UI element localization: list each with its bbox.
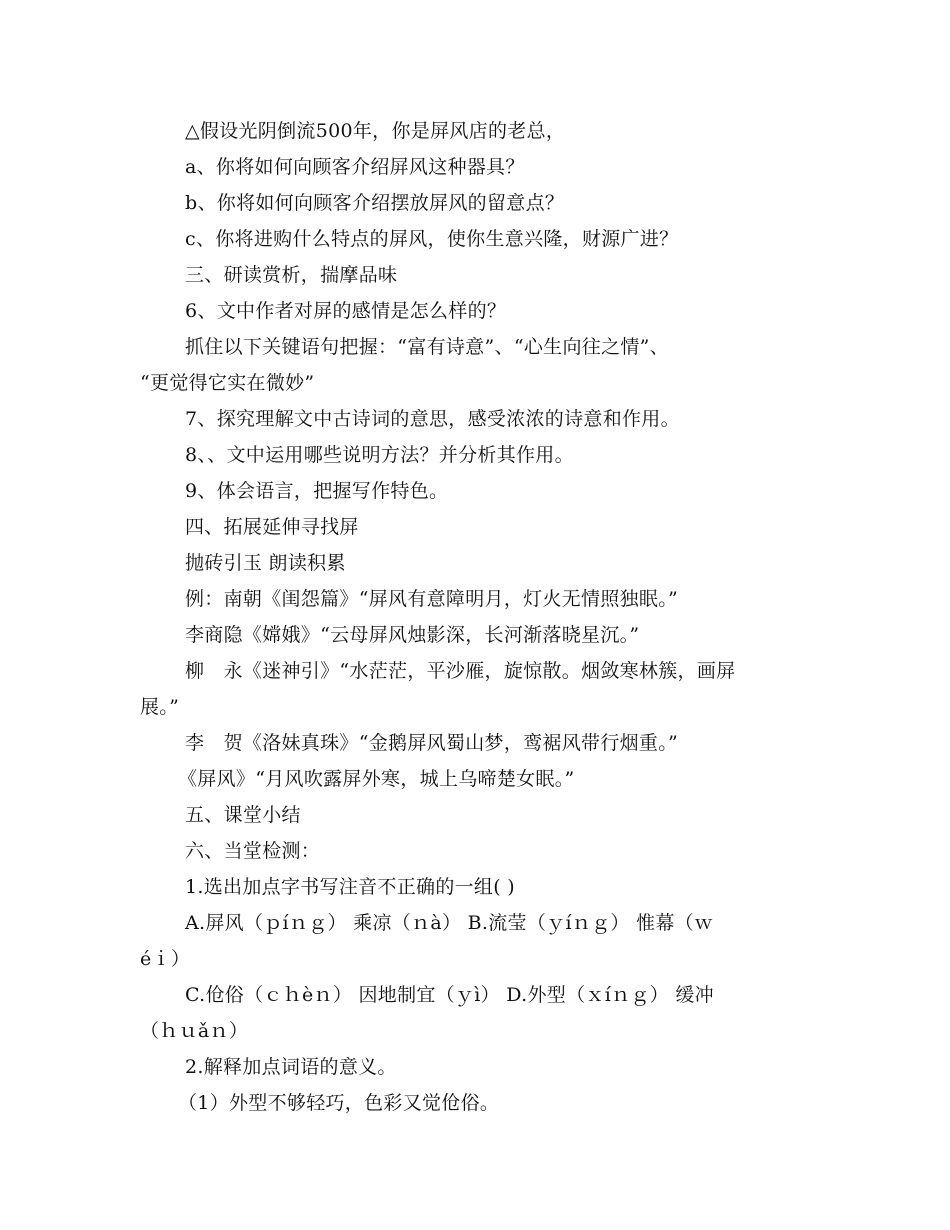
question-option-line: A.屏风（ｐíｎｇ） 乘凉（ｎà） B.流莹（ｙíｎｇ） 惟幕（ｗ xyxy=(185,912,714,934)
question-option-line: éｉ） xyxy=(140,948,191,970)
text-line: △假设光阴倒流500年，你是屏风店的老总， xyxy=(185,120,566,142)
question-line: 2.解释加点词语的意义。 xyxy=(185,1056,397,1078)
poem-line: 展。” xyxy=(140,696,180,718)
poem-line: 李商隐《嫦娥》“云母屏风烛影深，长河渐落晓星沉。” xyxy=(185,624,640,646)
text-line: 抓住以下关键语句把握：“富有诗意”、“心生向往之情”、 xyxy=(185,336,669,358)
question-line: （1）外型不够轻巧，色彩又觉伧俗。 xyxy=(178,1092,500,1114)
text-line: 6、文中作者对屏的感情是怎么样的？ xyxy=(185,300,507,322)
poem-line: 柳 永《迷神引》“水茫茫，平沙雁，旋惊散。烟敛寒林簇，画屏 xyxy=(185,660,736,682)
question-option-line: C.伧俗（ｃｈèｎ） 因地制宜（ｙì） D.外型（ｘíｎｇ） 缓冲 xyxy=(185,984,714,1006)
text-line: 7、探究理解文中古诗词的意思，感受浓浓的诗意和作用。 xyxy=(185,408,680,430)
section-heading: 六、当堂检测： xyxy=(185,840,321,862)
text-line: “更觉得它实在微妙” xyxy=(140,372,315,394)
question-line: 1.选出加点字书写注音不正确的一组( ) xyxy=(185,876,515,898)
document-body xyxy=(140,113,816,1121)
section-heading: 三、研读赏析，揣摩品味 xyxy=(185,264,398,286)
text-line: b、你将如何向顾客介绍摆放屏风的留意点？ xyxy=(185,192,565,214)
poem-line: 李 贺《洛妹真珠》“金鹅屏风蜀山梦，鸾裾风带行烟重。” xyxy=(185,732,679,754)
text-line: c、你将进购什么特点的屏风，使你生意兴隆，财源广进？ xyxy=(185,228,679,250)
section-heading: 五、课堂小结 xyxy=(185,804,301,826)
poem-line: 《屏风》“月风吹露屏外寒，城上乌啼楚女眠。” xyxy=(178,768,575,790)
text-line: 8、、文中运用哪些说明方法？并分析其作用。 xyxy=(185,444,574,466)
section-heading: 四、拓展延伸寻找屏 xyxy=(185,516,359,538)
text-line: 抛砖引玉 朗读积累 xyxy=(185,552,346,574)
text-line: 9、体会语言，把握写作特色。 xyxy=(185,480,449,502)
question-option-line: （ｈｕǎｎ） xyxy=(140,1020,249,1042)
text-line: a、你将如何向顾客介绍屏风这种器具？ xyxy=(185,156,525,178)
poem-line: 例：南朝《闺怨篇》“屏风有意障明月，灯火无情照独眠。” xyxy=(185,588,679,610)
